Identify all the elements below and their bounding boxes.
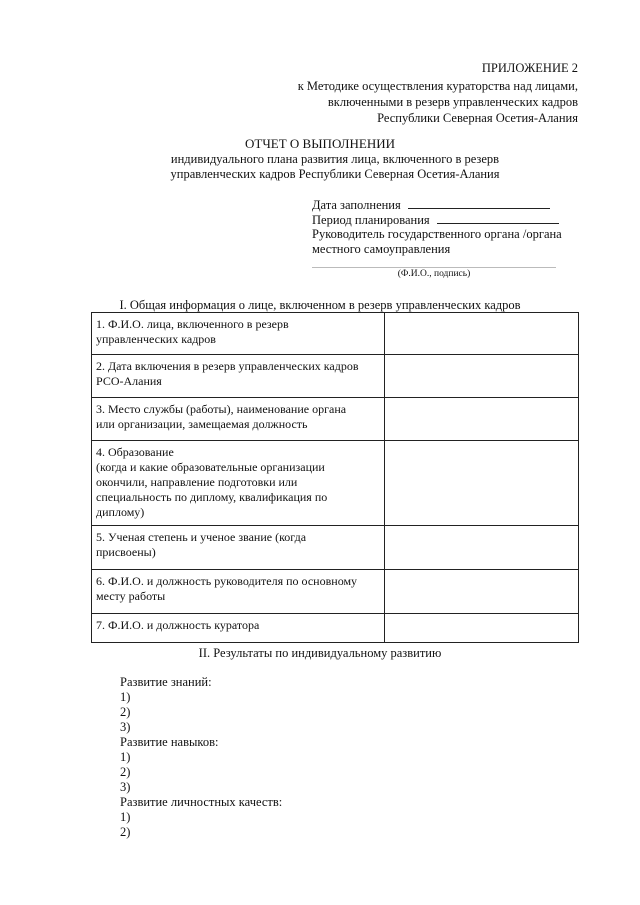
table-row-value-cell[interactable] xyxy=(385,441,579,526)
planning-period-blank[interactable] xyxy=(437,212,559,224)
report-subtitle xyxy=(150,152,520,182)
table-row-label xyxy=(92,355,385,398)
table-row-label-line: управленческих кадров xyxy=(96,332,216,346)
table-row xyxy=(92,526,579,570)
table-row-label xyxy=(92,398,385,441)
results-item[interactable]: 2) xyxy=(120,825,131,839)
table-row xyxy=(92,398,579,441)
fill-date-blank[interactable] xyxy=(408,197,550,209)
results-heading: Развитие навыков: xyxy=(120,735,219,749)
annex-line-1: к Методике осуществления кураторства над лицами, xyxy=(297,79,578,93)
annex-line-3: Республики Северная Осетия-Алания xyxy=(377,111,578,125)
table-row-label-line: 6. Ф.И.О. и должность руководителя по основному xyxy=(96,574,358,588)
results-item[interactable]: 1) xyxy=(120,750,131,764)
table-row-value-cell[interactable] xyxy=(385,355,579,398)
results-heading: Развитие личностных качеств: xyxy=(120,795,283,809)
planning-period-field[interactable] xyxy=(312,212,559,228)
head-label-line-1: Руководитель государственного органа /органа xyxy=(312,227,562,241)
table-row-label xyxy=(92,570,385,614)
annex-title: ПРИЛОЖЕНИЕ 2 xyxy=(481,61,578,75)
table-row-value-cell[interactable] xyxy=(385,398,579,441)
report-title: ОТЧЕТ О ВЫПОЛНЕНИИ xyxy=(245,136,395,151)
table-row-label xyxy=(92,614,385,643)
table-row-label-line: 5. Ученая степень и ученое звание (когда xyxy=(96,530,307,544)
section-1-title: I. Общая информация о лице, включенном в резерв управленческих кадров xyxy=(119,298,521,312)
results-item[interactable]: 3) xyxy=(120,780,131,794)
report-subtitle-line-2: управленческих кадров Республики Северная Осетия-Алания xyxy=(170,167,500,181)
annex-line-2: включенными в резерв управленческих кадров xyxy=(327,95,578,109)
report-subtitle-line-1: индивидуального плана развития лица, включенного в резерв xyxy=(170,152,500,166)
table-row-label-line: 7. Ф.И.О. и должность куратора xyxy=(96,618,260,632)
table-row-label-line: диплому) xyxy=(96,505,145,519)
table-row-label-line: специальность по диплому, квалификация по xyxy=(96,490,328,504)
results-item[interactable]: 1) xyxy=(120,810,131,824)
signature-line[interactable] xyxy=(312,267,556,268)
table-row-label-line: 4. Образование xyxy=(96,445,174,459)
table-row xyxy=(92,313,579,355)
table-row-label xyxy=(92,526,385,570)
table-row-label-line: 2. Дата включения в резерв управленческих кадров xyxy=(96,359,359,373)
table-row-label-line: или организации, замещаемая должность xyxy=(96,417,308,431)
fill-date-label: Дата заполнения xyxy=(312,198,401,212)
table-row-label-line: присвоены) xyxy=(96,545,156,559)
results-item[interactable]: 2) xyxy=(120,765,131,779)
development-results-list xyxy=(120,675,282,840)
table-row xyxy=(92,441,579,526)
table-row-value-cell[interactable] xyxy=(385,313,579,355)
head-label-line-2: местного самоуправления xyxy=(312,242,451,256)
table-row-label xyxy=(92,441,385,526)
table-row-value-cell[interactable] xyxy=(385,570,579,614)
fill-date-field[interactable] xyxy=(312,197,550,213)
section-2-title: II. Результаты по индивидуальному развитию xyxy=(198,646,442,660)
table-row xyxy=(92,614,579,643)
table-row-label-line: (когда и какие образовательные организации xyxy=(96,460,325,474)
table-row-label-line: месту работы xyxy=(96,589,166,603)
table-row-label-line: РСО-Алания xyxy=(96,374,162,388)
results-heading: Развитие знаний: xyxy=(120,675,212,689)
table-row-label-line: 1. Ф.И.О. лица, включенного в резерв xyxy=(96,317,289,331)
table-row-label-line: окончили, направление подготовки или xyxy=(96,475,298,489)
table-row xyxy=(92,570,579,614)
signature-caption: (Ф.И.О., подпись) xyxy=(397,269,471,279)
planning-period-label: Период планирования xyxy=(312,213,430,227)
table-row-value-cell[interactable] xyxy=(385,614,579,643)
table-row xyxy=(92,355,579,398)
results-item[interactable]: 3) xyxy=(120,720,131,734)
table-row-value-cell[interactable] xyxy=(385,526,579,570)
table-row-label xyxy=(92,313,385,355)
table-row-label-line: 3. Место службы (работы), наименование органа xyxy=(96,402,347,416)
results-item[interactable]: 2) xyxy=(120,705,131,719)
general-info-table xyxy=(91,312,579,643)
results-item[interactable]: 1) xyxy=(120,690,131,704)
